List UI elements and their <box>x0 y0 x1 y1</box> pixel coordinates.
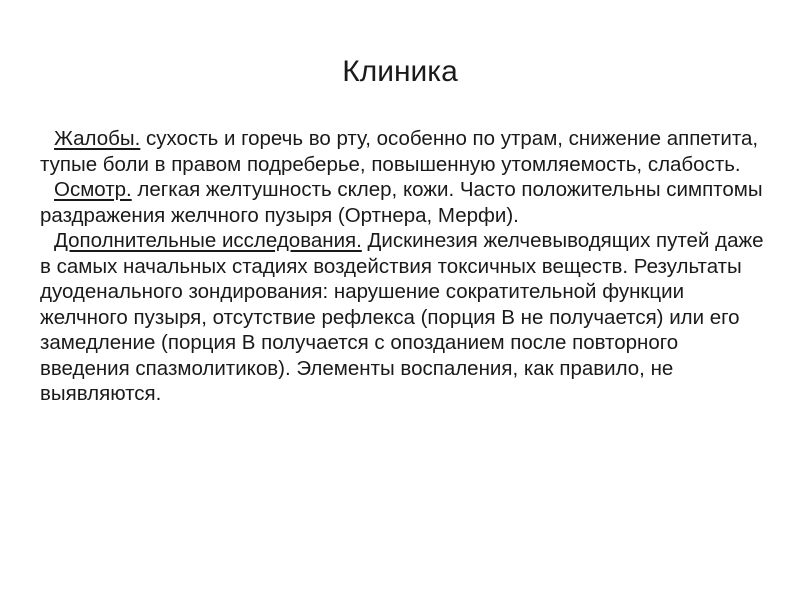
paragraph-examination <box>40 177 770 228</box>
paragraph-additional-studies <box>40 228 770 407</box>
examination-text: легкая желтушность склер, кожи. Часто положительны симптомы раздражения желчного пузыря (Ортнера, Мерфи). <box>40 178 763 227</box>
examination-heading: Осмотр. <box>54 178 132 201</box>
paragraph-complaints <box>40 126 770 177</box>
additional-studies-heading: Дополнительные исследования. <box>54 229 362 252</box>
slide-title: Клиника <box>342 55 458 88</box>
additional-studies-text: Дискинезия желчевыводящих путей даже в самых начальных стадиях воздействия токсичных веществ. Результаты дуоденального зондирования: нарушение сократительной функции желчного пузыря, отсутствие рефлекса (порция B не получается) или его замедление (порция B получается с опозданием после повторного введения спазмолитиков). Элементы воспаления, как правило, не выявляются. <box>40 229 764 405</box>
slide-body <box>40 126 770 407</box>
complaints-heading: Жалобы. <box>54 127 141 150</box>
complaints-text: сухость и горечь во рту, особенно по утрам, снижение аппетита, тупые боли в правом подреберье, повышенную утомляемость, слабость. <box>40 127 759 176</box>
